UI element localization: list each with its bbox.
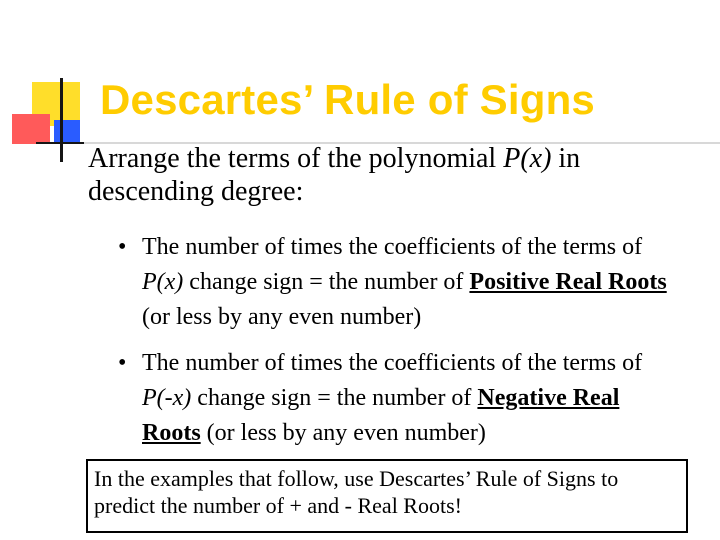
bullet-emphasis: Negative Real Roots: [142, 385, 620, 446]
decor-blue-square: [54, 120, 80, 142]
intro-text: [88, 142, 688, 208]
bullet-text: [142, 346, 678, 451]
bullet-text-c: (or less by any even number): [200, 420, 486, 446]
intro-text-b: in descending degree:: [88, 143, 581, 207]
bullet-positive-roots: [118, 230, 678, 335]
decor-horizontal-line: [36, 142, 84, 144]
bullet-text-a: The number of times the coefficients of the terms of: [142, 350, 643, 376]
bullet-dot: •: [118, 234, 127, 260]
bullet-text-b: change sign = the number of: [183, 269, 470, 295]
intro-text-a: Arrange the terms of the polynomial: [88, 143, 504, 174]
bullet-text-a: The number of times the coefficients of the terms of: [142, 234, 643, 260]
intro-math: P(x): [503, 143, 552, 174]
bullet-text-c: (or less by any even number): [142, 304, 422, 330]
bullet-math: P(-x): [142, 385, 192, 411]
decor-red-square: [12, 114, 50, 144]
slide-title: Descartes’ Rule of Signs: [100, 76, 595, 123]
decor-vertical-line: [60, 78, 63, 162]
bullet-text-b: change sign = the number of: [191, 385, 478, 411]
bullet-dot: •: [118, 350, 127, 376]
bullet-emphasis: Positive Real Roots: [469, 269, 667, 295]
slide-decoration-logo: [0, 0, 100, 170]
examples-note-box: In the examples that follow, use Descartes’ Rule of Signs to predict the number of + and - Real Roots!: [86, 459, 688, 533]
bullet-negative-roots: [118, 346, 678, 451]
bullet-math: P(x): [142, 269, 184, 295]
bullet-text: [142, 230, 678, 335]
